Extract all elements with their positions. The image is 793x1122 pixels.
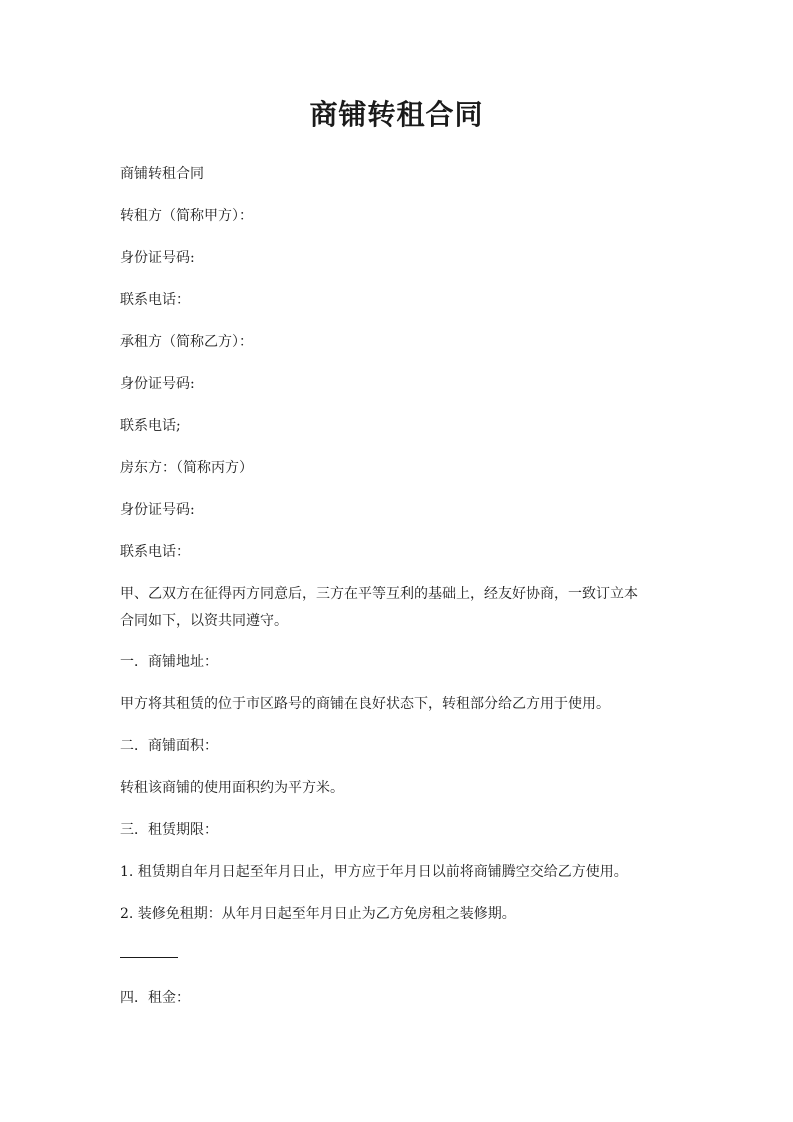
paragraph-intro [120,581,680,635]
paragraph-lessee: 承租方（简称乙方）： [120,334,253,350]
paragraph-subtitle: 商铺转租合同 [120,166,204,182]
section-1-text: 甲方将其租赁的位于市区路号的商铺在良好状态下，转租部分给乙方用于使用。 [120,696,610,712]
paragraph-sublessor-phone: 联系电话： [120,292,190,308]
section-4-heading: 四．租金： [120,990,190,1006]
intro-line-1: 甲、乙双方在征得丙方同意后，三方在平等互利的基础上，经友好协商，一致订立本 [120,586,638,602]
section-2-heading: 二．商铺面积： [120,738,218,754]
paragraph-landlord-phone: 联系电话： [120,544,190,560]
section-1-heading: 一．商铺地址： [120,654,218,670]
section-3-item-2: 2. 装修免租期：从年月日起至年月日止为乙方免房租之装修期。 [120,906,516,922]
section-3-heading: 三．租赁期限： [120,822,218,838]
paragraph-landlord: 房东方：（简称丙方） [120,460,253,476]
paragraph-lessee-id: 身份证号码: [120,376,195,392]
paragraph-sublessor: 转租方（简称甲方）： [120,208,253,224]
paragraph-sublessor-id: 身份证号码: [120,250,195,266]
intro-line-2: 合同如下，以资共同遵守。 [120,613,288,629]
document-body [120,163,680,1029]
section-2-text: 转租该商铺的使用面积约为平方米。 [120,780,344,796]
paragraph-lessee-phone: 联系电话; [120,418,181,434]
section-3-item-1: 1. 租赁期自年月日起至年月日止，甲方应于年月日以前将商铺腾空交给乙方使用。 [120,864,628,880]
paragraph-landlord-id: 身份证号码: [120,502,195,518]
horizontal-rule [120,945,178,968]
document-title: 商铺转租合同 [309,98,484,131]
